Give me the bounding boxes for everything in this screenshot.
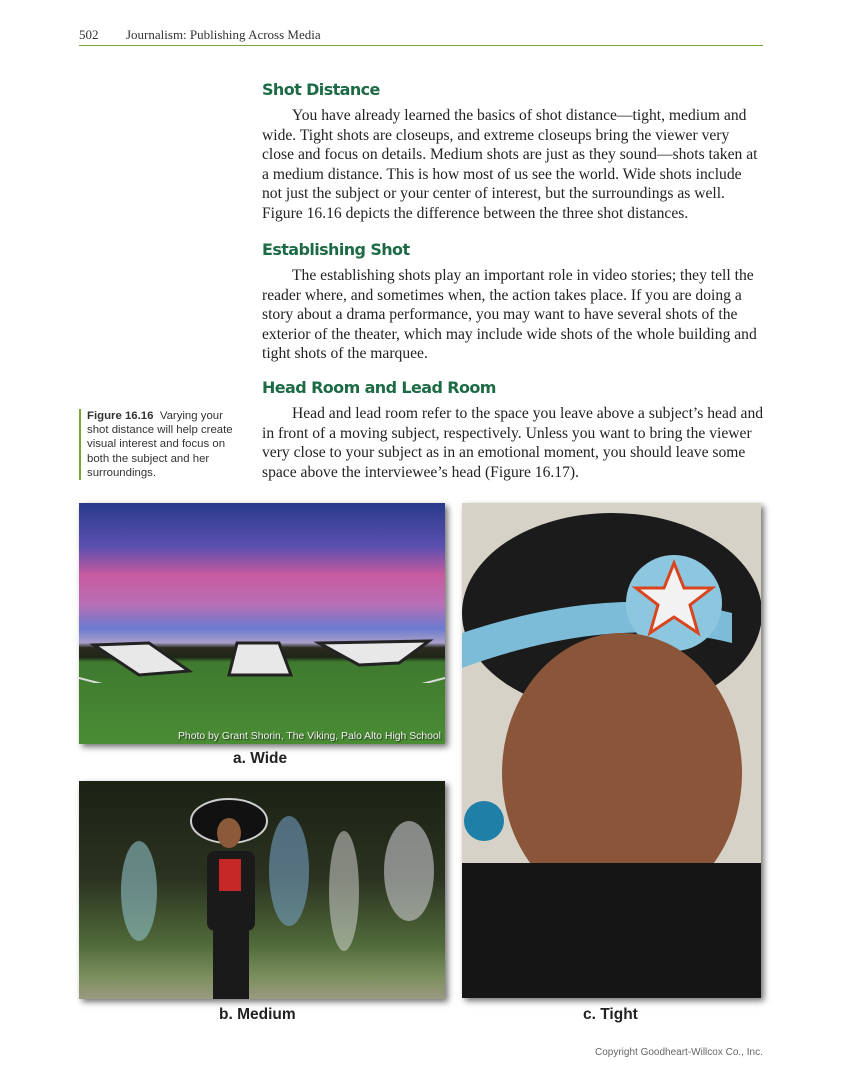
section-heading: Establishing Shot — [262, 240, 410, 259]
section-heading: Shot Distance — [262, 80, 380, 99]
section-paragraph: The establishing shots play an important role in video stories; they tell the reader where, and sometimes when, the action takes place. If you are doing a story about a drama performance, you may want to have several shots of the exterior of the theater, which may include wide shots of the whole building and tight shots of the marquee. — [262, 267, 757, 363]
running-header — [79, 26, 763, 46]
running-title: Journalism: Publishing Across Media — [126, 27, 321, 42]
photo-label-tight: c. Tight — [583, 1006, 638, 1023]
figure-caption — [79, 409, 247, 480]
photo-medium-boy-mariachi — [79, 781, 445, 999]
photo-wide-football-field — [79, 503, 445, 744]
section-shot-distance — [262, 80, 765, 224]
tight-shot-portrait-graphic — [462, 503, 761, 998]
section-paragraph: You have already learned the basics of shot distance—tight, medium and wide. Tight shots are closeups, and extreme closeups bring the viewer very close and focus on details. Medium shots are just as they sound—shots taken at a medium distance. This is how most of us see the world. Wide shots include not just the subject or your center of interest, but the surroundings as well. Figure 16.16 depicts the difference between the three shot distances. — [262, 107, 758, 222]
figure-caption-text: Varying your shot distance will help create visual interest and focus on both the subject and her surroundings. — [87, 410, 233, 479]
copyright-notice: Copyright Goodheart-Willcox Co., Inc. — [595, 1047, 763, 1058]
photo-label-medium: b. Medium — [219, 1006, 296, 1023]
field-lettering-graphic — [79, 633, 445, 683]
section-paragraph: Head and lead room refer to the space you leave above a subject’s head and in front of a moving subject, respectively. Unless you want to bring the viewer very close to your subject as in an emotional moment, you should leave some space above the interviewee’s head (Figure 16.17). — [262, 405, 764, 481]
section-establishing-shot — [262, 240, 765, 364]
photo-tight-portrait — [462, 503, 761, 998]
photo-label-wide: a. Wide — [233, 750, 288, 767]
medium-shot-figure-graphic — [79, 781, 445, 999]
figure-number: Figure 16.16 — [87, 410, 154, 422]
photo-credit: Photo by Grant Shorin, The Viking, Palo Alto High School — [177, 731, 441, 742]
header-divider — [79, 45, 763, 46]
page-number: 502 — [79, 27, 99, 42]
section-heading: Head Room and Lead Room — [262, 378, 496, 397]
section-head-room — [262, 378, 765, 482]
